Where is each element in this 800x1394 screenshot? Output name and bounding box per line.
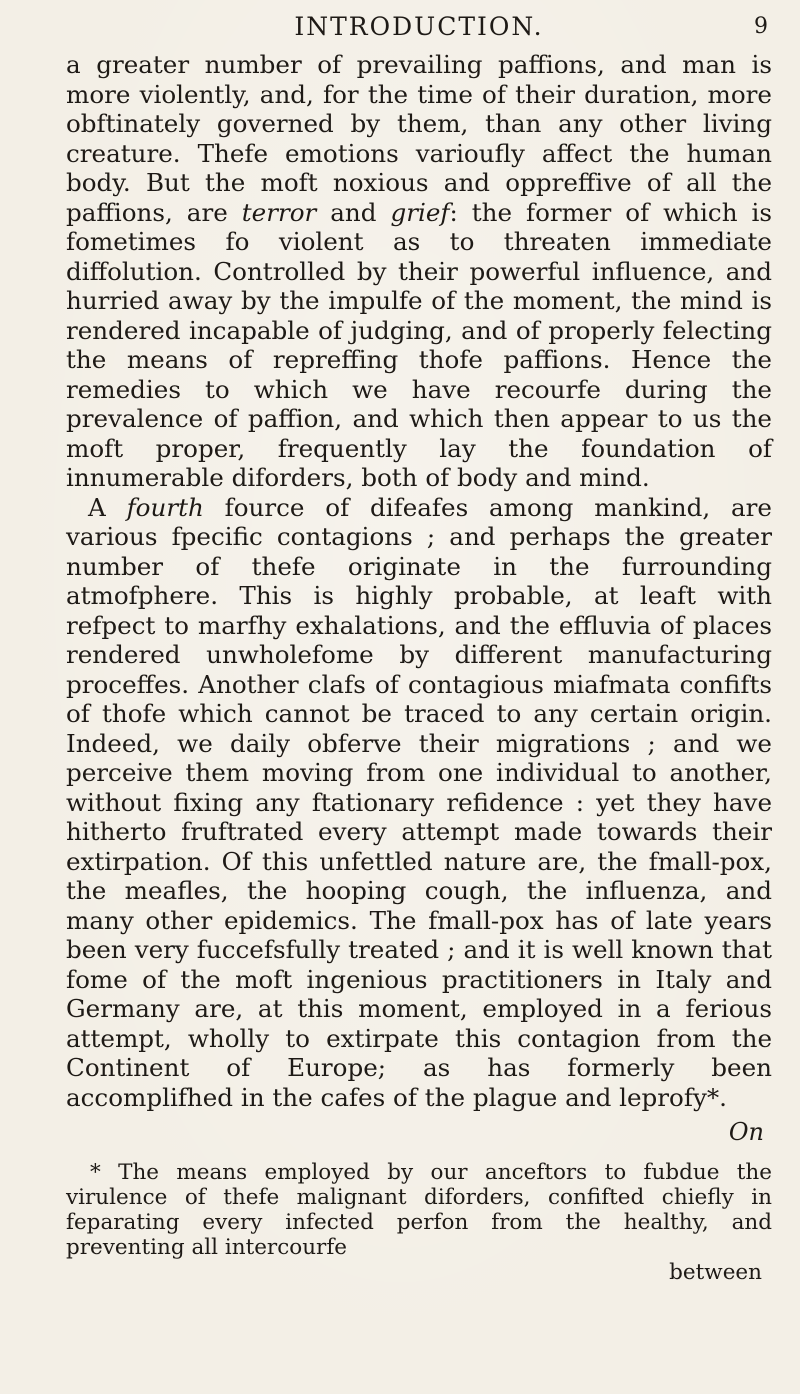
catchword: On (728, 1118, 764, 1146)
text-segment: fource of difeafes among mankind, are various fpecific contagions ; and perhaps the greater number of thefe originate in the furrounding atmofphere. This is highly probable, at leaft with refpect to marfhy exhalations, and the effluvia of places rendered unwholefome by different manufacturing proceffes. Another clafs of contagious miafmata confifts of thofe which cannot be traced to any certain origin. Indeed, we daily obferve their migrations ; and we perceive them moving from one individual to another, without fixing any ftationary refidence : yet they have hitherto fruftrated every attempt made towards their extirpation. Of this unfettled nature are, the fmall-pox, the meafles, the hooping cough, the influenza, and many other epidemics. The fmall-pox has of late years been very fuccefsfully treated ; and it is well known that fome of the moft ingenious practitioners in Italy and Germany are, at this moment, employed in a ferious attempt, wholly to extirpate this contagion from the Continent of Europe; as has formerly been accomplifhed in the cafes of the plague and leprofy*. (66, 492, 772, 1112)
body-text (66, 50, 772, 1112)
footnote: * The means employed by our anceftors to fubdue the virulence of thefe malignant diforders, confifted chiefly in feparating every infected perfon from the healthy, and preventing all intercourfe (66, 1160, 772, 1260)
text-segment: and (316, 197, 391, 227)
text-segment: : the former of which is fometimes fo violent as to threaten immediate diffolution. Controlled by their powerful influence, and hurried away by the impulfe of the moment, the mind is rendered incapable of judging, and of properly felecting the means of repreffing thofe paffions. Hence the remedies to which we have recourfe during the prevalence of paffion, and which then appear to us the moft proper, frequently lay the foundation of innumerable diforders, both of body and mind. (66, 197, 772, 492)
italic-word: grief (390, 197, 450, 227)
footnote-catchword: between (669, 1260, 762, 1285)
text-segment: A (88, 492, 127, 522)
paragraph (66, 493, 772, 1113)
text-segment: a greater number of prevailing paffions, and man is more violently, and, for the time of their duration, more obftinately governed by them, than any other living creature. Thefe emotions varioufly affect the human body. But the moft noxious and oppreffive of all the paffions, are (66, 50, 772, 227)
running-title: INTRODUCTION. (294, 12, 544, 41)
running-header (66, 10, 772, 50)
paragraph (66, 50, 772, 493)
page-number: 9 (754, 14, 768, 39)
italic-word: terror (241, 197, 317, 227)
italic-word: fourth (126, 492, 204, 522)
